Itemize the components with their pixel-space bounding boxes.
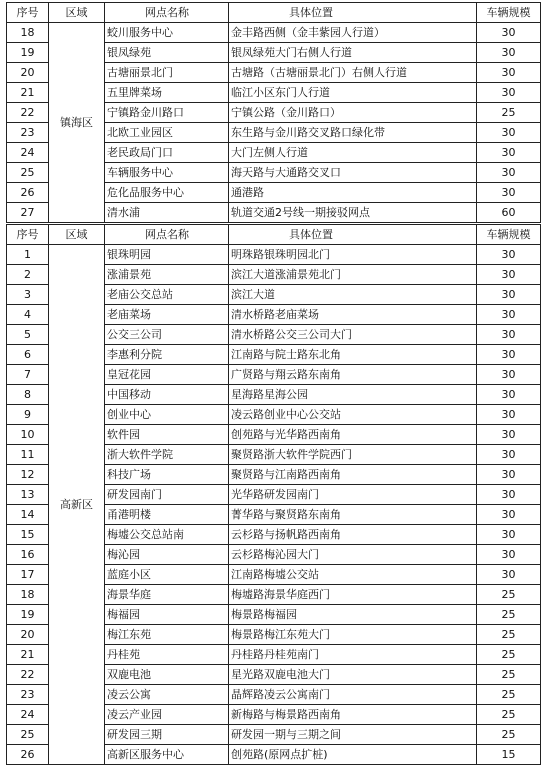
cell-no: 5 bbox=[7, 325, 49, 345]
cell-location: 清水桥路老庙菜场 bbox=[229, 305, 477, 325]
cell-scale: 30 bbox=[477, 345, 541, 365]
cell-no: 14 bbox=[7, 505, 49, 525]
cell-station-name: 中国移动 bbox=[105, 385, 229, 405]
cell-no: 24 bbox=[7, 143, 49, 163]
cell-no: 6 bbox=[7, 345, 49, 365]
cell-scale: 30 bbox=[477, 365, 541, 385]
cell-scale: 25 bbox=[477, 605, 541, 625]
cell-no: 19 bbox=[7, 43, 49, 63]
cell-station-name: 李惠利分院 bbox=[105, 345, 229, 365]
cell-station-name: 海景华庭 bbox=[105, 585, 229, 605]
cell-no: 22 bbox=[7, 665, 49, 685]
cell-no: 15 bbox=[7, 525, 49, 545]
cell-location: 江南路梅墟公交站 bbox=[229, 565, 477, 585]
cell-location: 古塘路（古塘丽景北门）右侧人行道 bbox=[229, 63, 477, 83]
cell-station-name: 梅沁园 bbox=[105, 545, 229, 565]
cell-no: 24 bbox=[7, 705, 49, 725]
cell-location: 大门左侧人行道 bbox=[229, 143, 477, 163]
cell-no: 10 bbox=[7, 425, 49, 445]
header-region: 区域 bbox=[49, 3, 105, 23]
cell-location: 丹桂路丹桂苑南门 bbox=[229, 645, 477, 665]
cell-scale: 30 bbox=[477, 405, 541, 425]
cell-location: 星海路星海公园 bbox=[229, 385, 477, 405]
cell-location: 海天路与大通路交叉口 bbox=[229, 163, 477, 183]
cell-scale: 25 bbox=[477, 705, 541, 725]
cell-no: 21 bbox=[7, 645, 49, 665]
cell-location: 临江小区东门人行道 bbox=[229, 83, 477, 103]
cell-location: 研发园一期与三期之间 bbox=[229, 725, 477, 745]
cell-scale: 30 bbox=[477, 445, 541, 465]
cell-location: 创苑路(原网点扩桩) bbox=[229, 745, 477, 765]
cell-location: 东生路与金川路交叉路口绿化带 bbox=[229, 123, 477, 143]
cell-scale: 30 bbox=[477, 505, 541, 525]
cell-location: 凌云路创业中心公交站 bbox=[229, 405, 477, 425]
cell-scale: 30 bbox=[477, 63, 541, 83]
cell-station-name: 甬港明楼 bbox=[105, 505, 229, 525]
cell-location: 梅景路梅福园 bbox=[229, 605, 477, 625]
cell-scale: 30 bbox=[477, 43, 541, 63]
cell-no: 26 bbox=[7, 183, 49, 203]
cell-scale: 30 bbox=[477, 545, 541, 565]
cell-location: 明珠路银珠明园北门 bbox=[229, 245, 477, 265]
cell-scale: 30 bbox=[477, 245, 541, 265]
cell-station-name: 老庙公交总站 bbox=[105, 285, 229, 305]
cell-no: 21 bbox=[7, 83, 49, 103]
station-table-zhenhai bbox=[6, 2, 541, 223]
header-region: 区域 bbox=[49, 225, 105, 245]
cell-no: 20 bbox=[7, 625, 49, 645]
cell-location: 云杉路与扬帆路西南角 bbox=[229, 525, 477, 545]
cell-no: 4 bbox=[7, 305, 49, 325]
cell-no: 17 bbox=[7, 565, 49, 585]
cell-scale: 30 bbox=[477, 265, 541, 285]
cell-no: 12 bbox=[7, 465, 49, 485]
cell-location: 梅墟路海景华庭西门 bbox=[229, 585, 477, 605]
cell-scale: 30 bbox=[477, 565, 541, 585]
cell-scale: 25 bbox=[477, 725, 541, 745]
cell-scale: 30 bbox=[477, 325, 541, 345]
cell-location: 云杉路梅沁园大门 bbox=[229, 545, 477, 565]
station-table-gaoxin bbox=[6, 224, 541, 765]
cell-no: 9 bbox=[7, 405, 49, 425]
cell-scale: 30 bbox=[477, 525, 541, 545]
cell-scale: 25 bbox=[477, 625, 541, 645]
header-location: 具体位置 bbox=[229, 225, 477, 245]
header-location: 具体位置 bbox=[229, 3, 477, 23]
cell-station-name: 创业中心 bbox=[105, 405, 229, 425]
cell-location: 江南路与院士路东北角 bbox=[229, 345, 477, 365]
cell-scale: 30 bbox=[477, 305, 541, 325]
cell-scale: 25 bbox=[477, 685, 541, 705]
cell-scale: 30 bbox=[477, 23, 541, 43]
table-header-row bbox=[7, 225, 541, 245]
cell-location: 宁镇公路（金川路口） bbox=[229, 103, 477, 123]
cell-location: 广贤路与翔云路东南角 bbox=[229, 365, 477, 385]
cell-station-name: 银珠明园 bbox=[105, 245, 229, 265]
header-name: 网点名称 bbox=[105, 225, 229, 245]
cell-scale: 30 bbox=[477, 123, 541, 143]
cell-location: 银凤绿苑大门右侧人行道 bbox=[229, 43, 477, 63]
cell-station-name: 公交三公司 bbox=[105, 325, 229, 345]
cell-no: 26 bbox=[7, 745, 49, 765]
cell-scale: 25 bbox=[477, 585, 541, 605]
cell-scale: 30 bbox=[477, 425, 541, 445]
header-scale: 车辆规模 bbox=[477, 3, 541, 23]
cell-station-name: 五里牌菜场 bbox=[105, 83, 229, 103]
cell-station-name: 蓝庭小区 bbox=[105, 565, 229, 585]
cell-station-name: 梅墟公交总站南 bbox=[105, 525, 229, 545]
cell-location: 新梅路与梅景路西南角 bbox=[229, 705, 477, 725]
cell-station-name: 清水浦 bbox=[105, 203, 229, 223]
cell-location: 聚贤路与江南路西南角 bbox=[229, 465, 477, 485]
cell-no: 11 bbox=[7, 445, 49, 465]
cell-scale: 15 bbox=[477, 745, 541, 765]
cell-station-name: 宁镇路金川路口 bbox=[105, 103, 229, 123]
cell-no: 23 bbox=[7, 123, 49, 143]
cell-no: 22 bbox=[7, 103, 49, 123]
cell-station-name: 梅福园 bbox=[105, 605, 229, 625]
cell-station-name: 双鹿电池 bbox=[105, 665, 229, 685]
cell-station-name: 古塘丽景北门 bbox=[105, 63, 229, 83]
cell-station-name: 老庙菜场 bbox=[105, 305, 229, 325]
cell-no: 20 bbox=[7, 63, 49, 83]
cell-location: 晶辉路凌云公寓南门 bbox=[229, 685, 477, 705]
cell-no: 3 bbox=[7, 285, 49, 305]
cell-no: 8 bbox=[7, 385, 49, 405]
cell-scale: 25 bbox=[477, 103, 541, 123]
cell-location: 轨道交通2号线一期接驳网点 bbox=[229, 203, 477, 223]
cell-location: 光华路研发园南门 bbox=[229, 485, 477, 505]
cell-scale: 25 bbox=[477, 665, 541, 685]
cell-station-name: 浙大软件学院 bbox=[105, 445, 229, 465]
cell-station-name: 银凤绿苑 bbox=[105, 43, 229, 63]
cell-location: 滨江大道 bbox=[229, 285, 477, 305]
header-no: 序号 bbox=[7, 3, 49, 23]
cell-location: 滨江大道涨浦景苑北门 bbox=[229, 265, 477, 285]
cell-location: 金丰路西侧（金丰紫园人行道） bbox=[229, 23, 477, 43]
cell-no: 18 bbox=[7, 585, 49, 605]
cell-no: 16 bbox=[7, 545, 49, 565]
cell-location: 星光路双鹿电池大门 bbox=[229, 665, 477, 685]
table-row bbox=[7, 245, 541, 265]
cell-station-name: 蛟川服务中心 bbox=[105, 23, 229, 43]
cell-station-name: 研发园南门 bbox=[105, 485, 229, 505]
cell-no: 18 bbox=[7, 23, 49, 43]
table-row bbox=[7, 23, 541, 43]
cell-no: 25 bbox=[7, 725, 49, 745]
cell-scale: 25 bbox=[477, 645, 541, 665]
cell-no: 7 bbox=[7, 365, 49, 385]
cell-scale: 30 bbox=[477, 485, 541, 505]
cell-station-name: 危化品服务中心 bbox=[105, 183, 229, 203]
cell-scale: 30 bbox=[477, 143, 541, 163]
cell-location: 清水桥路公交三公司大门 bbox=[229, 325, 477, 345]
cell-station-name: 研发园三期 bbox=[105, 725, 229, 745]
cell-station-name: 北欧工业园区 bbox=[105, 123, 229, 143]
cell-station-name: 皇冠花园 bbox=[105, 365, 229, 385]
cell-station-name: 凌云公寓 bbox=[105, 685, 229, 705]
cell-region: 镇海区 bbox=[49, 23, 105, 223]
cell-no: 1 bbox=[7, 245, 49, 265]
cell-station-name: 涨浦景苑 bbox=[105, 265, 229, 285]
cell-station-name: 软件园 bbox=[105, 425, 229, 445]
cell-station-name: 梅江东苑 bbox=[105, 625, 229, 645]
cell-station-name: 凌云产业园 bbox=[105, 705, 229, 725]
cell-location: 通港路 bbox=[229, 183, 477, 203]
cell-station-name: 高新区服务中心 bbox=[105, 745, 229, 765]
cell-scale: 30 bbox=[477, 385, 541, 405]
cell-station-name: 科技广场 bbox=[105, 465, 229, 485]
cell-scale: 30 bbox=[477, 285, 541, 305]
cell-location: 梅景路梅江东苑大门 bbox=[229, 625, 477, 645]
header-scale: 车辆规模 bbox=[477, 225, 541, 245]
cell-region: 高新区 bbox=[49, 245, 105, 765]
cell-station-name: 丹桂苑 bbox=[105, 645, 229, 665]
cell-scale: 30 bbox=[477, 183, 541, 203]
cell-scale: 30 bbox=[477, 163, 541, 183]
cell-no: 2 bbox=[7, 265, 49, 285]
cell-station-name: 老民政局门口 bbox=[105, 143, 229, 163]
header-no: 序号 bbox=[7, 225, 49, 245]
cell-location: 菁华路与聚贤路东南角 bbox=[229, 505, 477, 525]
cell-scale: 60 bbox=[477, 203, 541, 223]
cell-location: 创苑路与光华路西南角 bbox=[229, 425, 477, 445]
cell-scale: 30 bbox=[477, 83, 541, 103]
cell-no: 23 bbox=[7, 685, 49, 705]
cell-no: 27 bbox=[7, 203, 49, 223]
cell-location: 聚贤路浙大软件学院西门 bbox=[229, 445, 477, 465]
cell-no: 25 bbox=[7, 163, 49, 183]
cell-scale: 30 bbox=[477, 465, 541, 485]
cell-no: 19 bbox=[7, 605, 49, 625]
table-header-row bbox=[7, 3, 541, 23]
cell-station-name: 车辆服务中心 bbox=[105, 163, 229, 183]
header-name: 网点名称 bbox=[105, 3, 229, 23]
cell-no: 13 bbox=[7, 485, 49, 505]
